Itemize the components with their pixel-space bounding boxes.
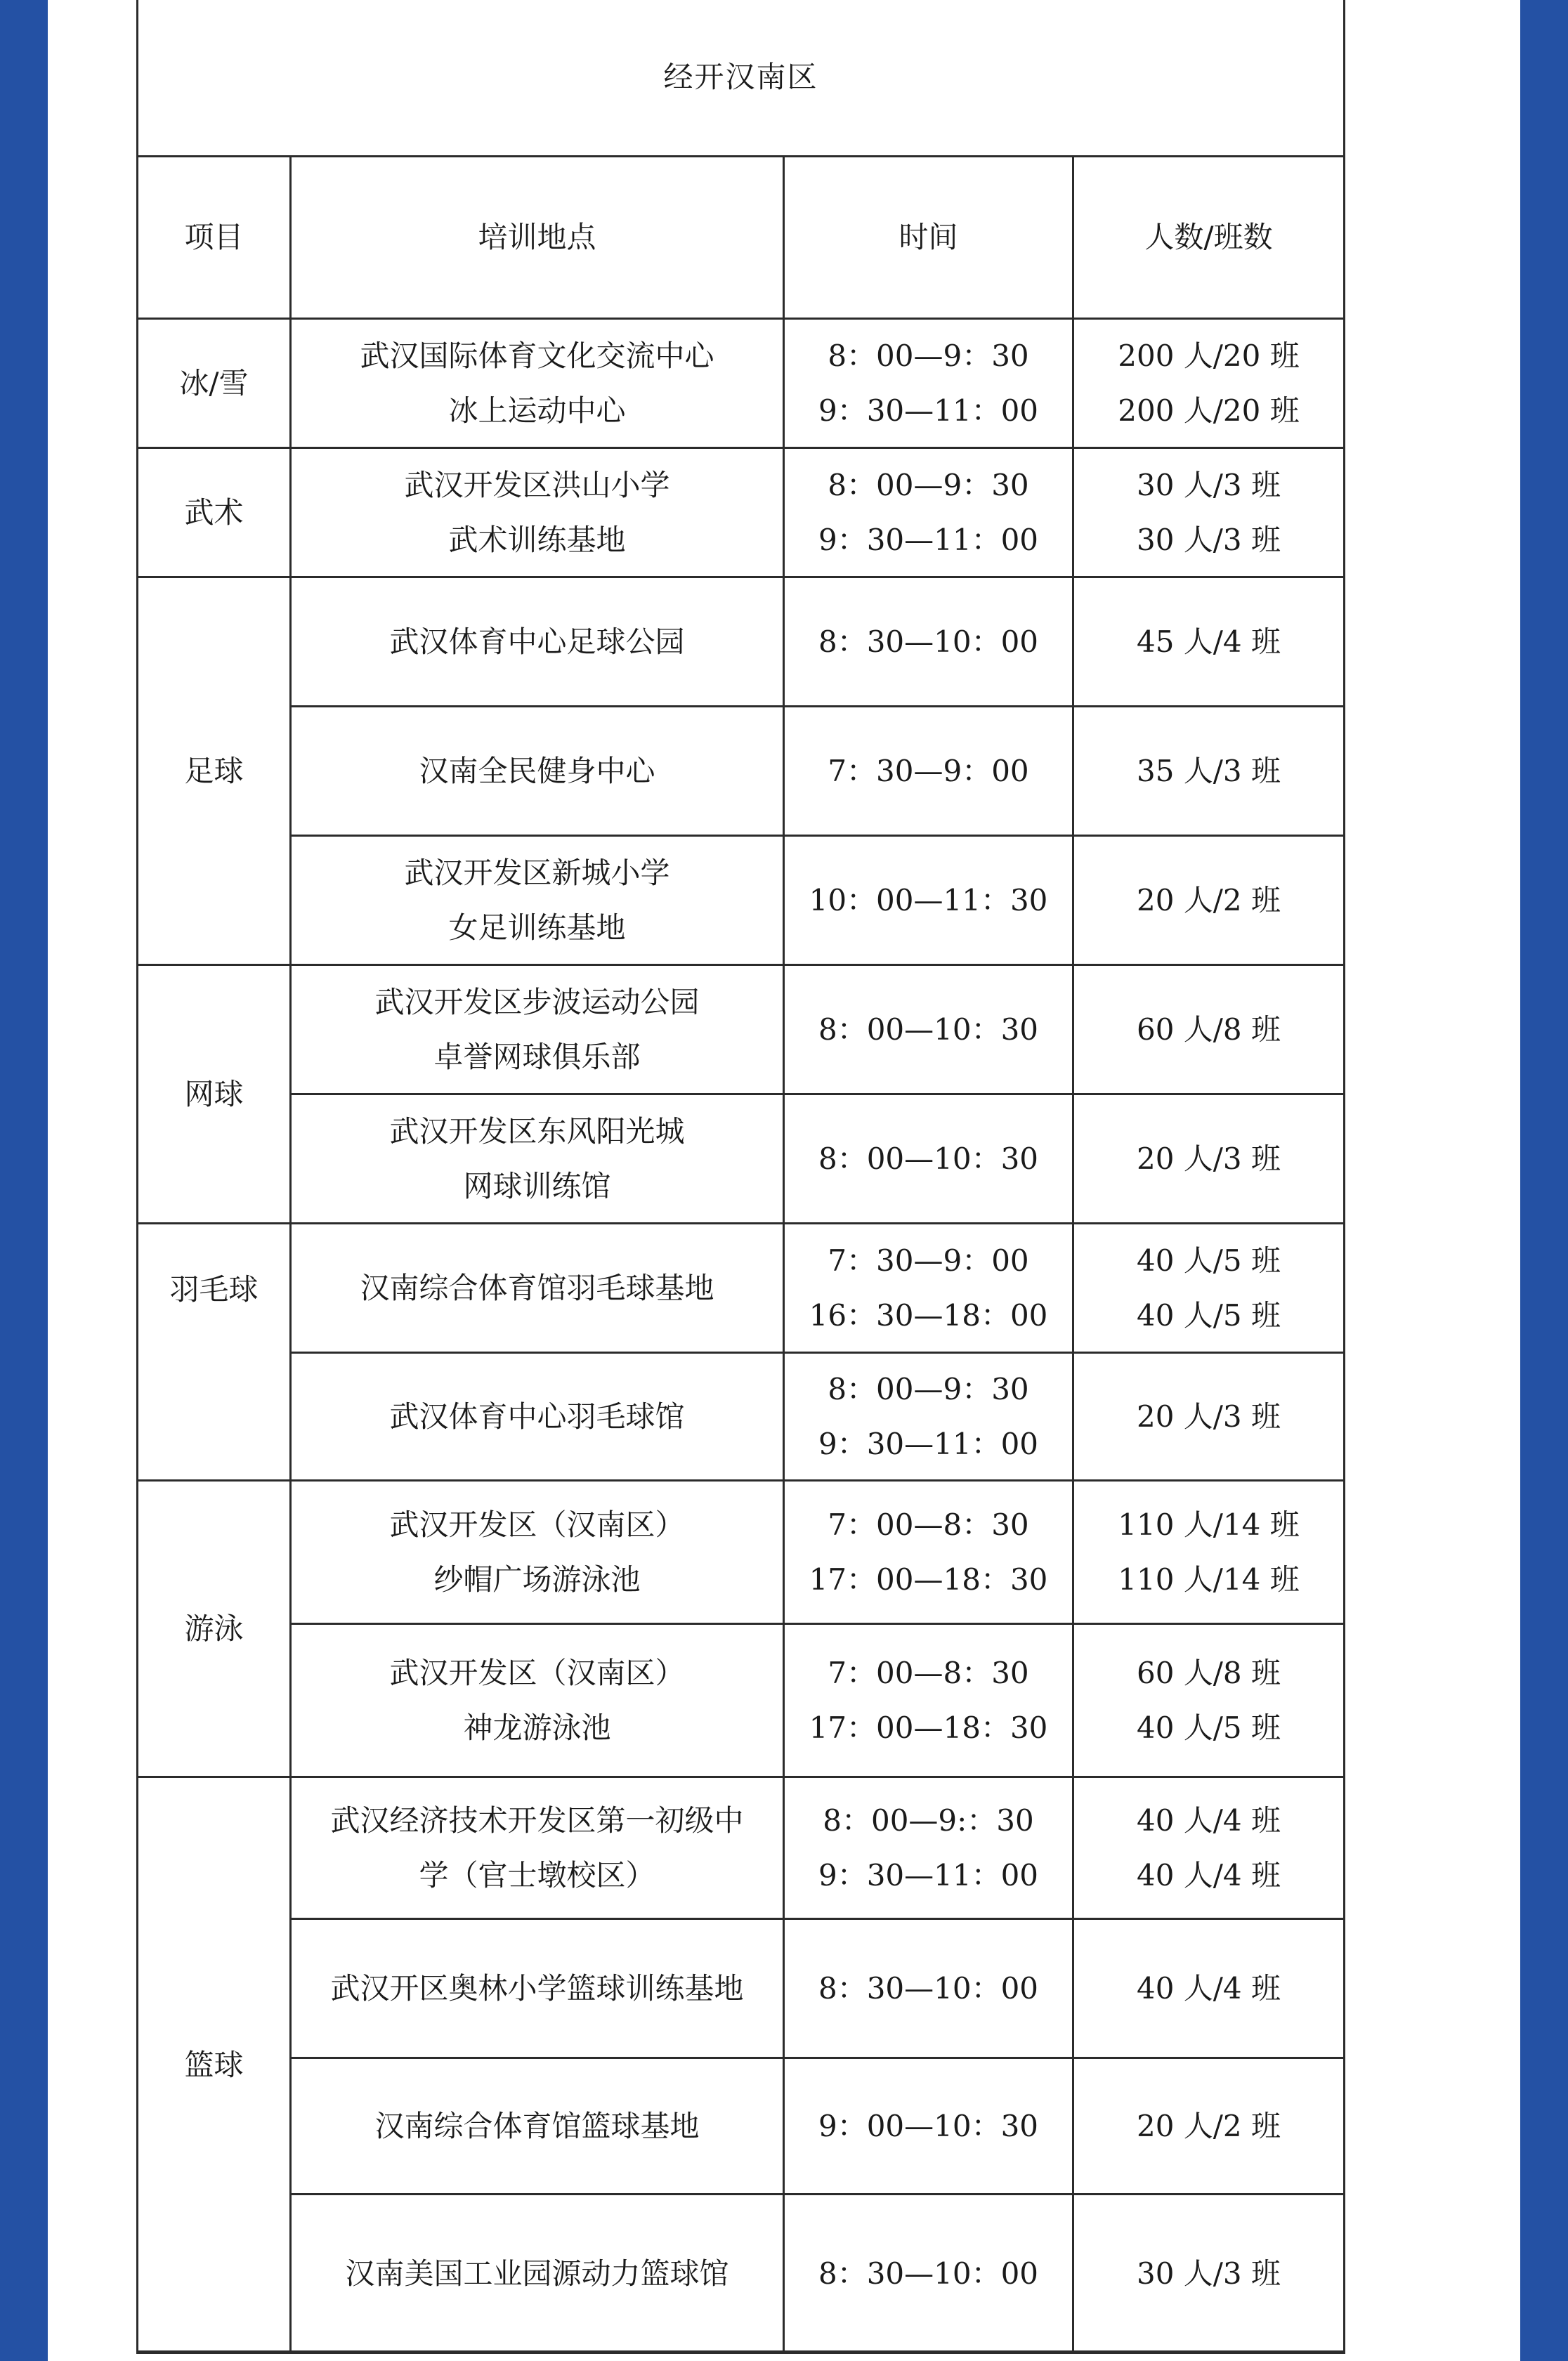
cell-capacity xyxy=(1073,1353,1345,1481)
cell-capacity xyxy=(1073,2195,1345,2353)
location-line: 武汉经济技术开发区第一初级中 xyxy=(330,1803,744,1838)
cell-time xyxy=(784,1624,1073,1777)
location-line: 汉南美国工业园源动力篮球馆 xyxy=(345,2256,729,2291)
cell-item: 篮球 xyxy=(138,1777,291,2353)
cell-item: 足球 xyxy=(138,577,291,965)
capacity-line: 60 人/8 班 xyxy=(1136,1655,1281,1690)
cell-capacity xyxy=(1073,448,1345,577)
time-line: 8：00—9：30 xyxy=(828,467,1029,502)
cell-capacity xyxy=(1073,1624,1345,1777)
time-line: 9：30—11：00 xyxy=(818,393,1039,428)
cell-time xyxy=(784,2195,1073,2353)
cell-location xyxy=(291,1624,784,1777)
header-location: 培训地点 xyxy=(291,157,784,319)
header-capacity: 人数/班数 xyxy=(1073,157,1345,319)
cell-time xyxy=(784,1094,1073,1224)
table-row xyxy=(138,836,1345,965)
table-row xyxy=(138,707,1345,836)
time-line: 8：30—10：00 xyxy=(818,624,1039,659)
header-item: 项目 xyxy=(138,157,291,319)
capacity-line: 20 人/2 班 xyxy=(1136,882,1281,917)
location-line: 武汉开发区东风阳光城 xyxy=(389,1113,685,1149)
time-line: 10：00—11：30 xyxy=(809,882,1048,917)
bottom-divider xyxy=(136,2350,1343,2353)
time-line: 7：30—9：00 xyxy=(828,1243,1029,1278)
cell-time xyxy=(784,965,1073,1094)
time-line: 17：00—18：30 xyxy=(809,1710,1048,1745)
table-row xyxy=(138,2058,1345,2195)
cell-time xyxy=(784,577,1073,707)
cell-capacity xyxy=(1073,707,1345,836)
cell-capacity xyxy=(1073,1094,1345,1224)
capacity-line: 110 人/14 班 xyxy=(1118,1507,1300,1542)
location-line: 神龙游泳池 xyxy=(463,1710,611,1745)
time-line: 8：00—9：30 xyxy=(828,1371,1029,1406)
time-line: 7：00—8：30 xyxy=(828,1655,1029,1690)
cell-capacity xyxy=(1073,836,1345,965)
table-row xyxy=(138,1481,1345,1624)
capacity-line: 20 人/2 班 xyxy=(1136,2108,1281,2143)
location-line: 武汉开发区新城小学 xyxy=(404,855,670,890)
location-line: 纱帽广场游泳池 xyxy=(433,1562,641,1597)
location-line: 武汉开发区（汉南区） xyxy=(389,1507,685,1542)
cell-capacity xyxy=(1073,1224,1345,1353)
cell-time xyxy=(784,1481,1073,1624)
cell-location xyxy=(291,1094,784,1224)
location-line: 卓誉网球俱乐部 xyxy=(433,1039,641,1074)
table-row xyxy=(138,1353,1345,1481)
cell-time xyxy=(784,1777,1073,1919)
capacity-line: 30 人/3 班 xyxy=(1136,2256,1281,2291)
location-line: 武汉体育中心羽毛球馆 xyxy=(389,1399,685,1434)
cell-time xyxy=(784,448,1073,577)
table-header-row xyxy=(138,157,1345,319)
capacity-line: 40 人/4 班 xyxy=(1136,1803,1281,1838)
capacity-line: 30 人/3 班 xyxy=(1136,522,1281,557)
location-line: 网球训练馆 xyxy=(463,1168,611,1203)
cell-location xyxy=(291,319,784,448)
capacity-line: 200 人/20 班 xyxy=(1118,393,1300,428)
cell-capacity xyxy=(1073,577,1345,707)
cell-location xyxy=(291,1919,784,2058)
cell-time xyxy=(784,707,1073,836)
table-title: 经开汉南区 xyxy=(138,0,1345,157)
cell-location xyxy=(291,965,784,1094)
training-schedule-table xyxy=(136,0,1345,2354)
cell-capacity xyxy=(1073,965,1345,1094)
capacity-line: 200 人/20 班 xyxy=(1118,338,1300,373)
cell-location xyxy=(291,836,784,965)
cell-capacity xyxy=(1073,1481,1345,1624)
cell-time xyxy=(784,1919,1073,2058)
time-line: 7：00—8：30 xyxy=(828,1507,1029,1542)
time-line: 8：00—10：30 xyxy=(818,1141,1039,1176)
time-line: 8：30—10：00 xyxy=(818,2256,1039,2291)
time-line: 8：00—9：30 xyxy=(828,338,1029,373)
location-line: 武汉体育中心足球公园 xyxy=(389,624,685,659)
location-line: 女足训练基地 xyxy=(448,910,626,945)
table-row xyxy=(138,1624,1345,1777)
header-time: 时间 xyxy=(784,157,1073,319)
cell-time xyxy=(784,319,1073,448)
capacity-line: 110 人/14 班 xyxy=(1118,1562,1300,1597)
time-line: 9：00—10：30 xyxy=(818,2108,1039,2143)
location-line: 汉南综合体育馆羽毛球基地 xyxy=(360,1270,714,1305)
cell-location xyxy=(291,1481,784,1624)
location-line: 武汉开发区（汉南区） xyxy=(389,1655,685,1690)
table-row xyxy=(138,1777,1345,1919)
capacity-line: 40 人/4 班 xyxy=(1136,1857,1281,1892)
table-row xyxy=(138,319,1345,448)
location-line: 武汉开发区步波运动公园 xyxy=(374,984,700,1019)
location-line: 汉南全民健身中心 xyxy=(419,753,655,788)
cell-item: 游泳 xyxy=(138,1481,291,1777)
cell-location xyxy=(291,448,784,577)
cell-location xyxy=(291,1353,784,1481)
cell-capacity xyxy=(1073,319,1345,448)
capacity-line: 30 人/3 班 xyxy=(1136,467,1281,502)
time-line: 9：30—11：00 xyxy=(818,1426,1039,1461)
cell-capacity xyxy=(1073,1919,1345,2058)
time-line: 8：00—10：30 xyxy=(818,1012,1039,1047)
capacity-line: 35 人/3 班 xyxy=(1136,753,1281,788)
table-row xyxy=(138,1094,1345,1224)
cell-item: 羽毛球 xyxy=(138,1224,291,1481)
location-line: 武术训练基地 xyxy=(448,522,626,557)
cell-location xyxy=(291,2058,784,2195)
cell-time xyxy=(784,1224,1073,1353)
location-line: 学（官士墩校区） xyxy=(419,1857,655,1892)
cell-time xyxy=(784,1353,1073,1481)
table-row xyxy=(138,1919,1345,2058)
location-line: 武汉开区奥林小学篮球训练基地 xyxy=(330,1970,744,2006)
time-line: 9：30—11：00 xyxy=(818,1857,1039,1892)
cell-location xyxy=(291,1777,784,1919)
capacity-line: 60 人/8 班 xyxy=(1136,1012,1281,1047)
time-line: 16：30—18：00 xyxy=(809,1297,1048,1333)
time-line: 8：00—9:：30 xyxy=(823,1803,1034,1838)
location-line: 汉南综合体育馆篮球基地 xyxy=(374,2108,700,2143)
cell-capacity xyxy=(1073,2058,1345,2195)
table-row xyxy=(138,448,1345,577)
capacity-line: 20 人/3 班 xyxy=(1136,1399,1281,1434)
time-line: 7：30—9：00 xyxy=(828,753,1029,788)
capacity-line: 40 人/4 班 xyxy=(1136,1970,1281,2006)
cell-location xyxy=(291,707,784,836)
time-line: 9：30—11：00 xyxy=(818,522,1039,557)
table-row xyxy=(138,2195,1345,2353)
capacity-line: 20 人/3 班 xyxy=(1136,1141,1281,1176)
capacity-line: 45 人/4 班 xyxy=(1136,624,1281,659)
table-row xyxy=(138,1224,1345,1353)
cell-time xyxy=(784,2058,1073,2195)
table-title-row xyxy=(138,0,1345,157)
cell-item: 网球 xyxy=(138,965,291,1224)
cell-location xyxy=(291,577,784,707)
cell-item: 武术 xyxy=(138,448,291,577)
cell-item: 冰/雪 xyxy=(138,319,291,448)
location-line: 武汉国际体育文化交流中心 xyxy=(360,338,714,373)
table-row xyxy=(138,577,1345,707)
capacity-line: 40 人/5 班 xyxy=(1136,1710,1281,1745)
table-body xyxy=(138,319,1345,2353)
capacity-line: 40 人/5 班 xyxy=(1136,1297,1281,1333)
cell-location xyxy=(291,1224,784,1353)
cell-location xyxy=(291,2195,784,2353)
cell-time xyxy=(784,836,1073,965)
capacity-line: 40 人/5 班 xyxy=(1136,1243,1281,1278)
location-line: 武汉开发区洪山小学 xyxy=(404,467,670,502)
location-line: 冰上运动中心 xyxy=(448,393,626,428)
cell-capacity xyxy=(1073,1777,1345,1919)
table-row xyxy=(138,965,1345,1094)
time-line: 8：30—10：00 xyxy=(818,1970,1039,2006)
time-line: 17：00—18：30 xyxy=(809,1562,1048,1597)
